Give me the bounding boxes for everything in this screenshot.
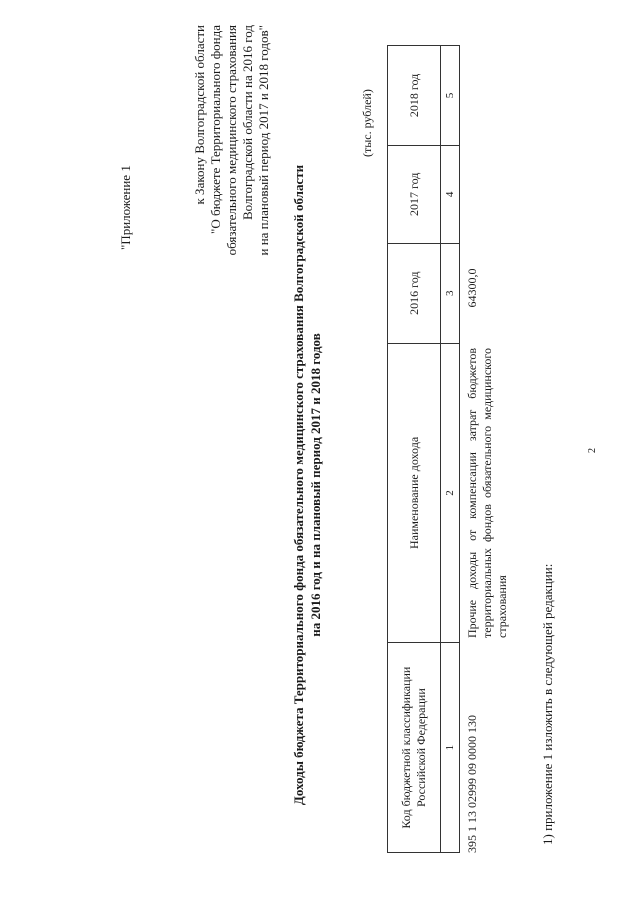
page-number: 2 (587, 448, 598, 453)
title-line-1: Доходы бюджета Территориального фонда обязательного медицинского страхования Волгоградской области (291, 164, 306, 806)
row-name: Прочие доходы от компенсации затрат бюджетов территориальных фондов обязательного медицинского страхования (465, 348, 509, 638)
law-reference-line: к Закону Волгоградской области (192, 25, 207, 205)
column-number: 3 (441, 243, 460, 343)
column-number: 2 (441, 343, 460, 643)
unit-note: (тыс. рублей) (360, 89, 374, 157)
column-number: 4 (441, 145, 460, 243)
appendix-label: "Приложение 1 (118, 165, 133, 250)
header-2016: 2016 год (388, 243, 441, 343)
law-reference-line: и на плановый период 2017 и 2018 годов" (256, 25, 271, 256)
header-name: Наименование дохода (388, 343, 441, 643)
column-number-row (441, 46, 460, 853)
document-title (290, 145, 324, 825)
law-reference (192, 25, 272, 305)
column-number: 1 (441, 643, 460, 853)
header-2017: 2017 год (388, 145, 441, 243)
row-code: 395 1 13 02999 09 0000 130 (465, 715, 479, 853)
table-row (465, 45, 535, 853)
revenue-table (387, 45, 460, 853)
title-line-2: на 2016 год и на плановый период 2017 и 2018 годов (308, 333, 323, 637)
law-reference-line: обязательного медицинского страхования (224, 25, 239, 256)
table-header-row (388, 46, 441, 853)
law-reference-line: Волгоградской области на 2016 год (240, 25, 255, 221)
header-2018: 2018 год (388, 46, 441, 146)
header-code: Код бюджетной классификации Российской Федерации (388, 643, 441, 853)
row-value-2016: 64300,0 (465, 268, 479, 308)
amendment-intro: 1) приложение 1 изложить в следующей редакции: (540, 563, 555, 845)
column-number: 5 (441, 46, 460, 146)
law-reference-line: "О бюджете Территориального фонда (208, 25, 223, 234)
